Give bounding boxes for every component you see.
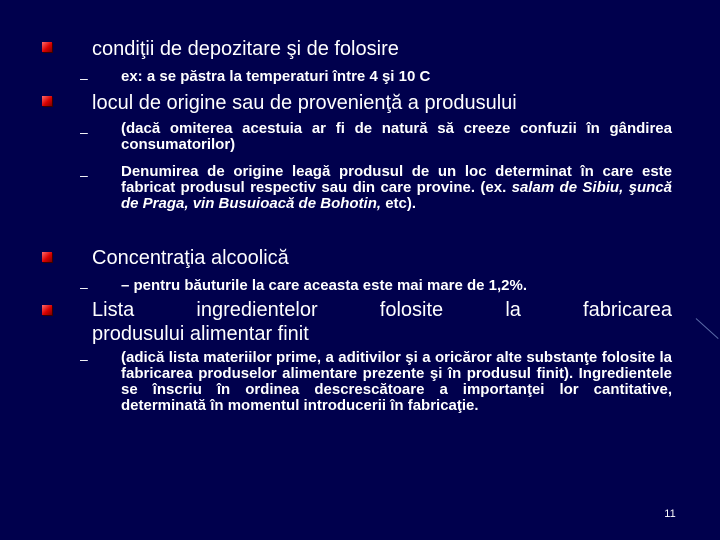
heading-text: condiţii de depozitare şi de folosire <box>92 38 399 60</box>
sub-text: Denumirea de origine leagă produsul de un loc determinat în care este fabricat produsul respectiv sau din care provine. (ex. <box>121 163 672 196</box>
heading-line: Lista ingredientelor folosite la fabricarea <box>92 299 672 321</box>
sub-item-text <box>121 121 672 153</box>
sub-text: – pentru băuturile la care aceasta este mai mare de 1,2%. <box>121 277 528 294</box>
bullet-square-icon <box>42 96 52 106</box>
bullet-heading <box>92 91 672 115</box>
sub-item-text <box>121 350 672 414</box>
bullet-square-icon <box>42 252 52 262</box>
bullet-square-icon <box>42 305 52 315</box>
sub-dash: – <box>80 70 88 86</box>
bullet-heading <box>92 246 672 270</box>
sub-text-italic: salam de Sibiu, şuncă de Praga, vin Busuioacă de Bohotin, <box>121 179 672 212</box>
bullet-heading <box>92 298 672 346</box>
sub-item-text <box>121 69 672 85</box>
sub-text: ex: a se păstra la temperaturi între 4 şi 10 C <box>121 68 431 85</box>
bullet-square-icon <box>42 42 52 52</box>
sub-dash: – <box>80 351 88 367</box>
sub-text: etc). <box>381 195 417 212</box>
sub-text: (adică lista materiilor prime, a aditivilor şi a oricăror alte substanţe folosite la fabricarea produselor alimentare prezente şi în produsul finit). Ingredientele se înscriu în ordinea descrescătoare a importanţei lor cantitative, determinată în momentul introducerii în fabricaţie. <box>121 349 672 414</box>
sub-dash: – <box>80 124 88 140</box>
sub-text: (dacă omiterea acestuia ar fi de natură să creeze confuzii în gândirea consumatorilor) <box>121 120 672 153</box>
page-number: 11 <box>664 508 676 520</box>
bullet-heading <box>92 37 672 61</box>
heading-line: produsului alimentar finit <box>92 323 309 345</box>
sub-item-text <box>121 278 672 294</box>
heading-text: locul de origine sau de provenienţă a produsului <box>92 92 517 114</box>
decorative-line <box>696 318 719 339</box>
sub-item-text <box>121 164 672 212</box>
sub-dash: – <box>80 167 88 183</box>
sub-dash: – <box>80 279 88 295</box>
heading-text: Concentraţia alcoolică <box>92 247 289 269</box>
